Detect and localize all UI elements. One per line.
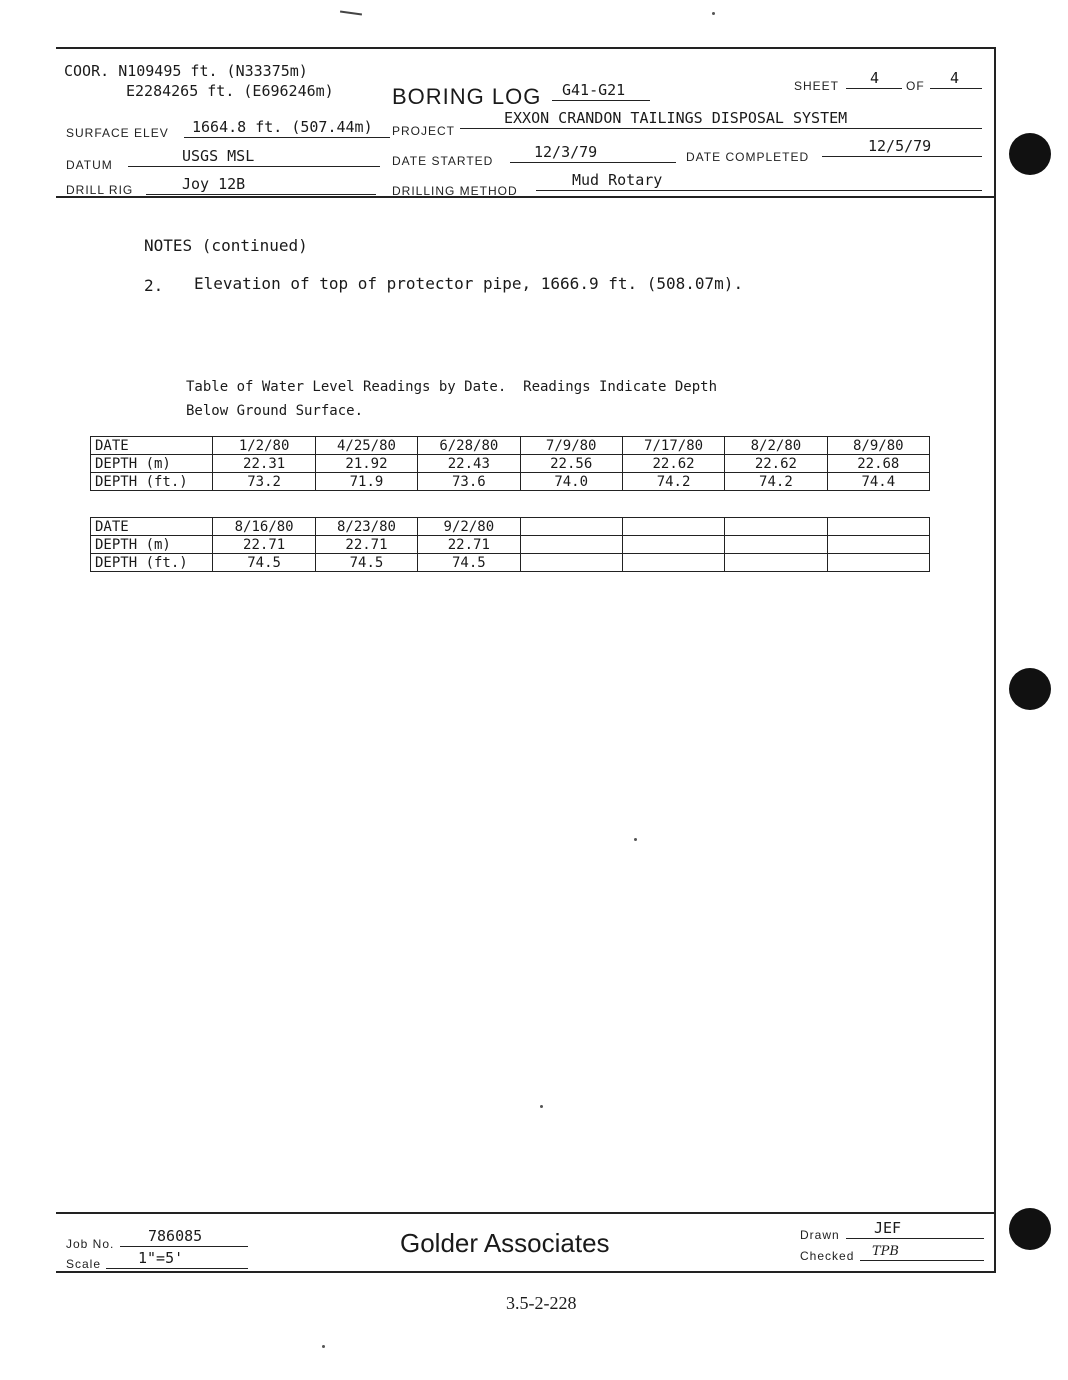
drawn: JEF: [874, 1219, 902, 1237]
cell-depth-ft: 74.5: [213, 554, 315, 572]
table-row-date: [91, 518, 930, 536]
table-row-depth-m: [91, 536, 930, 554]
scale-field: [106, 1248, 248, 1269]
sheet-total: 4: [950, 69, 960, 87]
datum-label: DATUM: [66, 158, 113, 172]
boring-id-field: [552, 80, 650, 101]
scan-speck: [322, 1345, 325, 1348]
cell-depth-m: [827, 536, 929, 554]
frame-top-border: [56, 47, 996, 49]
cell-date: 8/23/80: [315, 518, 417, 536]
job-no-label: Job No.: [66, 1237, 115, 1251]
cell-date: 6/28/80: [418, 437, 520, 455]
of-label: OF: [906, 79, 925, 93]
project: EXXON CRANDON TAILINGS DISPOSAL SYSTEM: [504, 109, 848, 127]
cell-date: 4/25/80: [315, 437, 417, 455]
row-label-depth-m: DEPTH (m): [91, 536, 213, 554]
frame-right-border: [994, 47, 996, 1273]
table-row-depth-m: [91, 455, 930, 473]
note-item-text: Elevation of top of protector pipe, 1666.9 ft. (508.07m).: [194, 274, 744, 293]
table-caption-line2: Below Ground Surface.: [186, 403, 364, 419]
coord-east: E2284265 ft. (E696246m): [126, 82, 334, 100]
row-label-depth-m: DEPTH (m): [91, 455, 213, 473]
scan-speck: [712, 12, 715, 15]
cell-date: [622, 518, 724, 536]
surface-elev: 1664.8 ft. (507.44m): [192, 118, 373, 136]
cell-depth-m: 22.68: [827, 455, 929, 473]
scale: 1"=5': [138, 1249, 184, 1267]
footer-top-border: [56, 1212, 996, 1214]
cell-depth-ft: 74.2: [725, 473, 827, 491]
cell-depth-ft: [520, 554, 622, 572]
cell-depth-ft: 73.2: [213, 473, 315, 491]
footer-bottom-border: [56, 1271, 996, 1273]
cell-date: 8/2/80: [725, 437, 827, 455]
cell-depth-ft: 73.6: [418, 473, 520, 491]
sheet-number-field: [846, 68, 902, 89]
table-caption-line1: Table of Water Level Readings by Date. Readings Indicate Depth: [186, 379, 718, 395]
binder-hole: [1009, 668, 1051, 710]
cell-depth-ft: 74.0: [520, 473, 622, 491]
cell-date: 8/16/80: [213, 518, 315, 536]
cell-date: [827, 518, 929, 536]
table-row-depth-ft: [91, 554, 930, 572]
drilling-method-field: [536, 170, 982, 191]
project-label: PROJECT: [392, 124, 456, 138]
page-number: 3.5-2-228: [506, 1293, 577, 1313]
cell-depth-m: 22.71: [315, 536, 417, 554]
notes-heading: NOTES (continued): [144, 236, 308, 255]
checked-label: Checked: [800, 1249, 855, 1263]
binder-hole: [1009, 1208, 1051, 1250]
table-row-date: [91, 437, 930, 455]
scan-speck: [634, 838, 637, 841]
drill-rig-label: DRILL RIG: [66, 183, 134, 197]
scale-label: Scale: [66, 1257, 102, 1271]
row-label-date: DATE: [91, 437, 213, 455]
cell-depth-ft: 74.5: [315, 554, 417, 572]
cell-date: [520, 518, 622, 536]
binder-hole: [1009, 133, 1051, 175]
row-label-date: DATE: [91, 518, 213, 536]
datum-field: [128, 146, 380, 167]
drilling-method: Mud Rotary: [572, 171, 663, 189]
table-row-depth-ft: [91, 473, 930, 491]
cell-depth-m: 22.31: [213, 455, 315, 473]
job-no-field: [120, 1226, 248, 1247]
header-bottom-border: [56, 196, 996, 198]
drill-rig-field: [146, 174, 376, 195]
cell-depth-ft: [725, 554, 827, 572]
drawn-label: Drawn: [800, 1228, 840, 1242]
checked-field: [860, 1240, 984, 1261]
sheet-label: SHEET: [794, 79, 840, 93]
cell-depth-ft: 74.2: [622, 473, 724, 491]
cell-depth-ft: 74.4: [827, 473, 929, 491]
cell-depth-ft: 74.5: [418, 554, 520, 572]
date-completed-field: [822, 136, 982, 157]
cell-depth-m: 22.43: [418, 455, 520, 473]
cell-depth-ft: [622, 554, 724, 572]
cell-date: 7/9/80: [520, 437, 622, 455]
job-no: 786085: [148, 1227, 203, 1245]
drilling-method-label: DRILLING METHOD: [392, 184, 518, 198]
sheet-number: 4: [870, 69, 880, 87]
coord-north: N109495 ft. (N33375m): [118, 62, 308, 80]
cell-depth-m: 22.71: [418, 536, 520, 554]
coordinates: [64, 62, 308, 80]
cell-depth-m: [520, 536, 622, 554]
cell-depth-m: [622, 536, 724, 554]
cell-depth-m: 22.62: [622, 455, 724, 473]
cell-depth-m: 22.56: [520, 455, 622, 473]
scan-speck: [540, 1105, 543, 1108]
date-completed: 12/5/79: [868, 137, 932, 155]
cell-date: 7/17/80: [622, 437, 724, 455]
project-field: [460, 108, 982, 129]
cell-depth-m: 22.62: [725, 455, 827, 473]
water-level-table-2: [90, 517, 930, 572]
cell-depth-ft: [827, 554, 929, 572]
cell-date: 8/9/80: [827, 437, 929, 455]
cell-date: 1/2/80: [213, 437, 315, 455]
company-name: Golder Associates: [400, 1228, 610, 1258]
date-started-label: DATE STARTED: [392, 154, 494, 168]
surface-elev-field: [184, 117, 390, 138]
drawn-field: [846, 1218, 984, 1239]
cell-depth-m: 22.71: [213, 536, 315, 554]
row-label-depth-ft: DEPTH (ft.): [91, 473, 213, 491]
date-started-field: [510, 142, 676, 163]
date-completed-label: DATE COMPLETED: [686, 150, 810, 164]
drill-rig: Joy 12B: [182, 175, 246, 193]
coord-label: COOR.: [64, 62, 110, 80]
cell-depth-ft: 71.9: [315, 473, 417, 491]
cell-date: 9/2/80: [418, 518, 520, 536]
scan-mark: [340, 10, 362, 15]
sheet-total-field: [930, 68, 982, 89]
surface-elev-label: SURFACE ELEV: [66, 126, 169, 140]
checked-initials: TPB: [872, 1244, 899, 1259]
boring-id: G41-G21: [562, 81, 626, 99]
datum: USGS MSL: [182, 147, 255, 165]
cell-depth-m: [725, 536, 827, 554]
note-item-number: 2.: [144, 276, 164, 295]
boring-log-title: BORING LOG: [392, 84, 542, 109]
cell-date: [725, 518, 827, 536]
cell-depth-m: 21.92: [315, 455, 417, 473]
date-started: 12/3/79: [534, 143, 598, 161]
row-label-depth-ft: DEPTH (ft.): [91, 554, 213, 572]
water-level-table-1: [90, 436, 930, 491]
